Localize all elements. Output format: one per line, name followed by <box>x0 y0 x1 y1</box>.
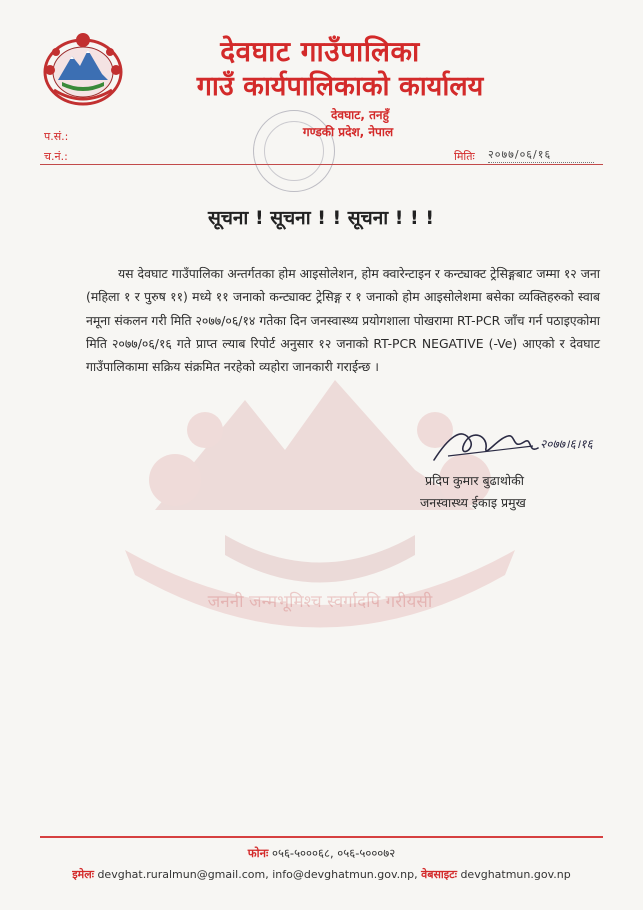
notice-body: यस देवघाट गाउँपालिका अन्तर्गतका होम आइसोलेशन, होम क्वारेन्टाइन र कन्ट्याक्ट ट्रेसिङ्गबाट जम्मा १२ जना (महिला १ र पुरुष ११) मध्ये ११ जनाको कन्ट्याक्ट ट्रेसिङ्ग र १ जनाको होम आइसोलेशमा बसेका व्यक्तिहरुको स्वाब नमूना संकलन गरी मिति २०७७/०६/१४ गतेका दिन जनस्वास्थ्य प्रयोगशाला पोखरामा RT-PCR जाँच गर्न पठाइएकोमा मिति २०७७/०६/१६ गते प्राप्त ल्याब रिपोर्ट अनुसार १२ जनाको RT-PCR NEGATIVE (-Ve) आएको र देवघाट गाउँपालिकामा सक्रिय संक्रमित नरहेको व्यहोरा जानकारी गराईन्छ । <box>86 266 600 375</box>
nepal-emblem-icon <box>40 30 126 108</box>
footer-contact <box>0 867 643 882</box>
website-value[interactable]: devghatmun.gov.np <box>460 868 571 881</box>
signature-icon <box>428 418 598 470</box>
date-label: मितिः <box>454 150 475 163</box>
signatory-title: जनस्वास्थ्य ईकाइ प्रमुख <box>420 495 526 510</box>
patra-sankhya-label: प.सं.: <box>44 130 69 143</box>
office-title-line1: देवघाट गाउँपालिका <box>220 35 420 68</box>
watermark-motto-text: जननी जन्मभूमिश्च स्वर्गादपि गरीयसी <box>207 592 433 612</box>
phone-label: फोनः <box>247 846 269 860</box>
notice-heading: सूचना ! सूचना ! ! सूचना ! ! ! <box>207 207 435 229</box>
watermark-motto <box>150 565 490 625</box>
footer-divider <box>40 836 603 838</box>
date-value: २०७७/०६/१६ <box>488 147 594 163</box>
email-value[interactable]: devghat.ruralmun@gmail.com, info@devghatmun.gov.np, <box>97 868 418 881</box>
email-label: इमेलः <box>72 868 94 881</box>
header-divider <box>40 164 603 165</box>
phone-value: ०५६-५०००६८, ०५६-५०००७२ <box>271 846 396 860</box>
footer-phone <box>0 846 643 861</box>
office-address-line2: गण्डकी प्रदेश, नेपाल <box>302 125 394 139</box>
signatory-name: प्रदिप कुमार बुढाथोकी <box>425 473 524 488</box>
office-title-line2: गाउँ कार्यपालिकाको कार्यालय <box>196 71 484 102</box>
handwritten-date-note: २०७७।६।१६ <box>540 437 593 451</box>
chalani-number-label: च.नं.: <box>44 150 68 163</box>
office-address-line1: देवघाट, तनहुँ <box>331 108 389 122</box>
website-label: वेबसाइटः <box>421 868 457 881</box>
